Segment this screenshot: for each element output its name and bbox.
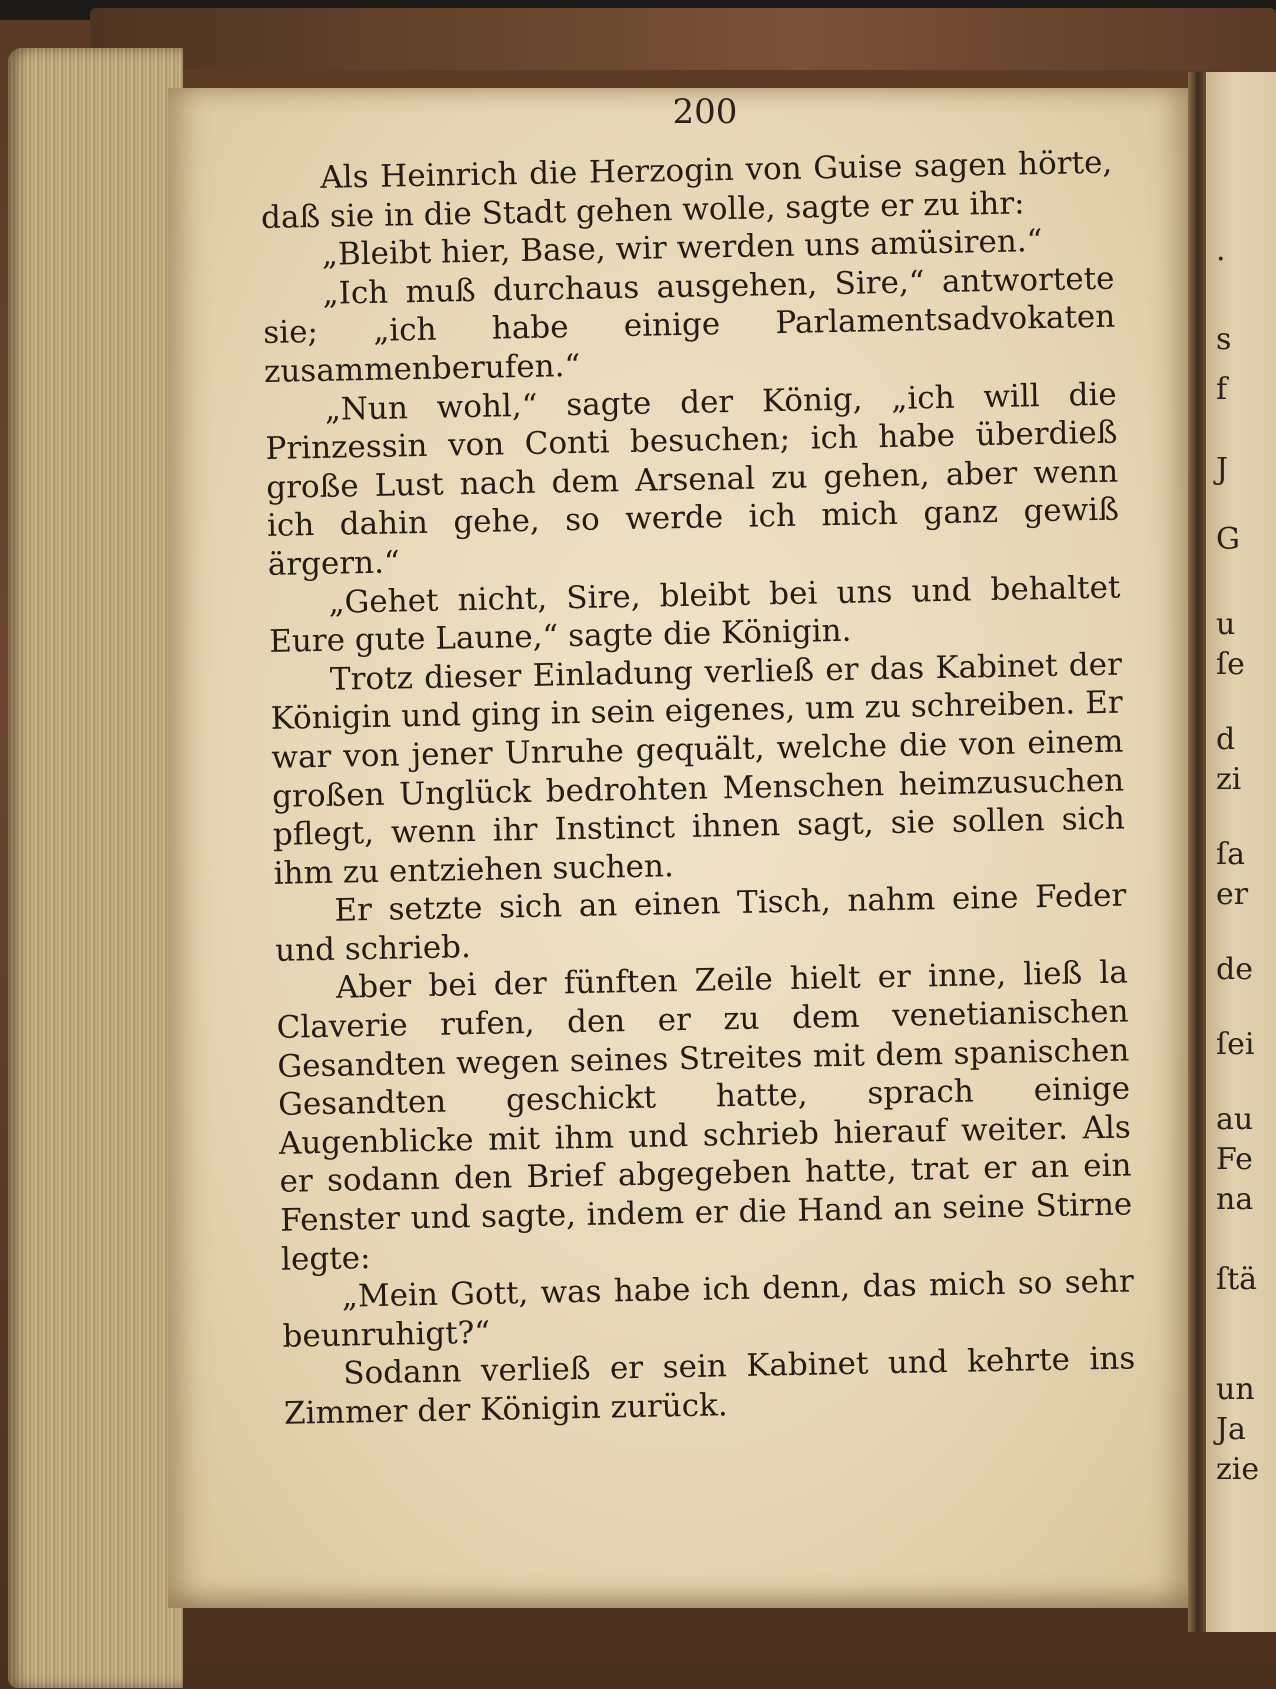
paragraph: Er setzte sich an einen Tisch, nahm eine Feder und schrieb.: [274, 877, 1127, 969]
next-page-fragment: G: [1216, 522, 1240, 557]
next-page-fragment: d: [1216, 722, 1236, 757]
book-fore-edge: [8, 48, 183, 1688]
next-page-fragment: ſa: [1216, 837, 1245, 872]
next-page-fragment: ſtä: [1216, 1262, 1258, 1297]
paragraph: Aber bei der fünften Zeile hielt er inne, ließ la Claverie rufen, den er zu dem venetianischen Gesandten wegen seines Streites mit dem spanischen Gesandten geschickt hatte, sprach einige Augenblicke mit ihm und schrieb hierauf weiter. Als er sodann den Brief abgegeben hatte, trat er an ein Fenster und sagte, indem er die Hand an seine Stirne legte:: [276, 954, 1133, 1278]
next-page-fragment: ſe: [1216, 647, 1245, 682]
next-page-fragment: J: [1216, 452, 1229, 487]
next-page-edge: [1206, 72, 1276, 1632]
paragraph: „Nun wohl,“ sagte der König, „ich will die Prinzessin von Conti besuchen; ich habe überdieß große Lust nach dem Arsenal zu gehen, aber wenn ich dahin gehe, so werde ich mich ganz gewiß ärgern.“: [265, 376, 1120, 583]
book-gutter: [1188, 72, 1206, 1632]
next-page-fragment: na: [1216, 1182, 1254, 1217]
paragraph: Sodann verließ er sein Kabinet und kehrte ins Zimmer der Königin zurück.: [283, 1340, 1136, 1432]
paragraph: „Bleibt hier, Base, wir werden uns amüsiren.“: [321, 223, 1043, 274]
paragraph: „Ich muß durchaus ausgehen, Sire,“ antwortete sie; „ich habe einige Parlamentsadvokaten zusammenberufen.“: [262, 260, 1116, 390]
paragraph: Trotz dieser Einladung verließ er das Kabinet der Königin und ging in sein eigenes, um zu schreiben. Er war von jener Unruhe gequält, welche die von einem großen Unglück bedrohten Menschen heimzusuchen pflegt, wenn ihr Instinct ihnen sagt, sie sollen sich ihm zu entziehen suchen.: [270, 646, 1126, 892]
next-page-fragment: er: [1216, 877, 1249, 912]
paragraph: Als Heinrich die Herzogin von Guise sagen hörte, daß sie in die Stadt gehen wolle, sagte er zu ihr:: [260, 144, 1113, 236]
next-page-fragment: u: [1216, 607, 1236, 642]
next-page-fragment: zie: [1216, 1452, 1260, 1487]
next-page-fragment: Fe: [1216, 1142, 1253, 1177]
body-text: [260, 144, 1136, 1434]
next-page-fragment: un: [1216, 1372, 1255, 1407]
paragraph: „Mein Gott, was habe ich denn, das mich so sehr beunruhigt?“: [282, 1263, 1135, 1355]
paragraph: „Gehet nicht, Sire, bleibt bei uns und behaltet Eure gute Laune,“ sagte die Königin.: [268, 569, 1121, 661]
book-cover-top-edge: [90, 8, 1276, 70]
next-page-fragment: de: [1216, 952, 1253, 987]
next-page-fragment: ſei: [1216, 1027, 1255, 1062]
next-page-fragment: Ja: [1216, 1412, 1246, 1447]
next-page-fragment: f: [1216, 372, 1228, 407]
page-number: 200: [672, 92, 738, 132]
next-page-fragment: ·: [1216, 242, 1226, 277]
next-page-fragment: au: [1216, 1102, 1254, 1137]
next-page-fragment: zi: [1216, 762, 1242, 797]
next-page-fragment: s: [1216, 322, 1232, 357]
